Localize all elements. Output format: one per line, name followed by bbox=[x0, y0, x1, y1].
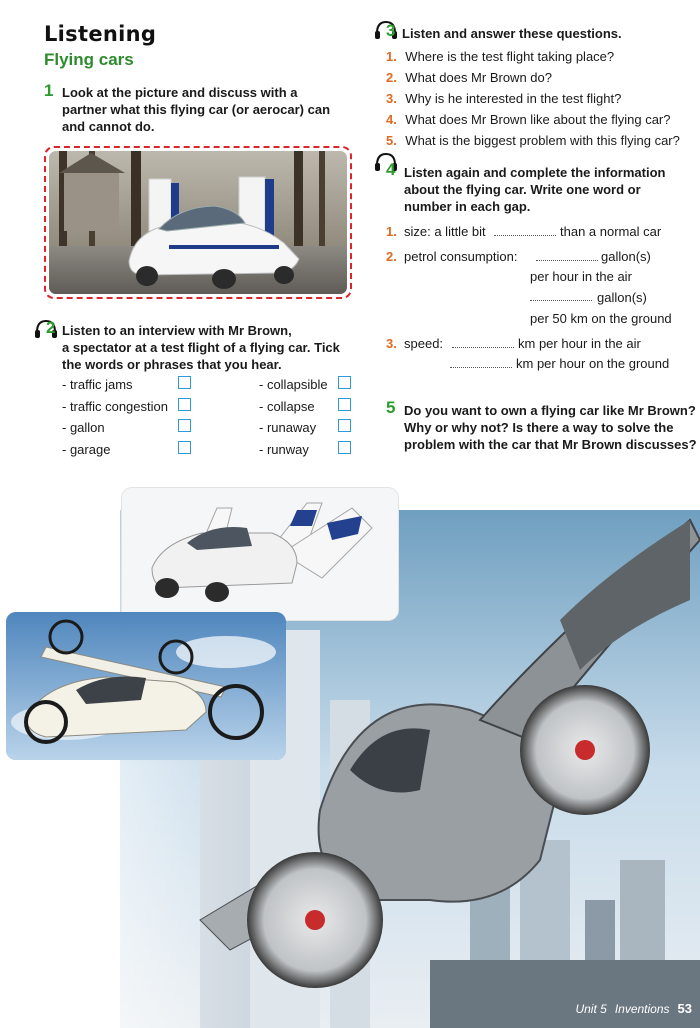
word-runway: - runway bbox=[259, 442, 309, 457]
petrol-ground-gap-input[interactable] bbox=[530, 290, 592, 301]
tick-box-garage[interactable] bbox=[178, 441, 191, 454]
item-2-number: 2. bbox=[386, 249, 397, 264]
instruction-line: Look at the picture and discuss with a bbox=[62, 85, 298, 100]
instruction-line: about the flying car. Write one word or bbox=[404, 182, 641, 197]
question-5: 5. What is the biggest problem with this flying car? bbox=[386, 133, 680, 148]
instruction-line: the words or phrases that you hear. bbox=[62, 357, 282, 372]
size-gap-input[interactable] bbox=[494, 225, 556, 236]
tick-box-collapsible[interactable] bbox=[338, 376, 351, 389]
footer-section: Inventions bbox=[614, 1001, 670, 1016]
tick-box-traffic-jams[interactable] bbox=[178, 376, 191, 389]
gallons-unit-1: gallon(s) bbox=[601, 249, 651, 264]
exercise-3-questions bbox=[386, 48, 696, 153]
question-3: 3. Why is he interested in the test flight? bbox=[386, 91, 622, 106]
speed-label: speed: bbox=[404, 336, 444, 351]
exercise-1-number: 1 bbox=[44, 81, 54, 100]
km-ground-text: km per hour on the ground bbox=[516, 356, 670, 371]
word-garage: - garage bbox=[62, 442, 111, 457]
page-footer bbox=[575, 1001, 692, 1016]
tick-box-runaway[interactable] bbox=[338, 419, 351, 432]
instruction-line: number in each gap. bbox=[404, 199, 531, 214]
exercise-1-instruction bbox=[62, 84, 362, 135]
instruction-line: Why or why not? Is there a way to solve the bbox=[404, 420, 674, 435]
word-gallon: - gallon bbox=[62, 420, 105, 435]
section-subtitle: Flying cars bbox=[44, 50, 134, 69]
question-2: 2. What does Mr Brown do? bbox=[386, 70, 552, 85]
gallons-unit-2: gallon(s) bbox=[597, 290, 647, 305]
km-air-text: km per hour in the air bbox=[518, 336, 641, 351]
flying-car-sky-photo bbox=[6, 612, 286, 760]
exercise-3-instruction: Listen and answer these questions. bbox=[402, 26, 622, 41]
section-title: Listening bbox=[44, 22, 157, 46]
exercise-2-instruction bbox=[62, 322, 362, 373]
question-1: 1. Where is the test flight taking place? bbox=[386, 49, 615, 64]
speed-air-gap-input[interactable] bbox=[452, 337, 514, 348]
word-traffic-jams: - traffic jams bbox=[62, 377, 133, 392]
instruction-line: problem with the car that Mr Brown discusses? bbox=[404, 437, 697, 452]
speed-ground-gap-input[interactable] bbox=[450, 357, 512, 368]
size-after-text: than a normal car bbox=[560, 224, 662, 239]
word-collapsible: - collapsible bbox=[259, 377, 328, 392]
instruction-line: a spectator at a test flight of a flying car. Tick bbox=[62, 340, 340, 355]
word-collapse: - collapse bbox=[259, 399, 315, 414]
tick-box-runway[interactable] bbox=[338, 441, 351, 454]
tick-box-gallon[interactable] bbox=[178, 419, 191, 432]
tick-box-collapse[interactable] bbox=[338, 398, 351, 411]
size-label: size: a little bit bbox=[404, 224, 486, 239]
word-traffic-congestion: - traffic congestion bbox=[62, 399, 168, 414]
item-3-number: 3. bbox=[386, 336, 397, 351]
petrol-air-gap-input[interactable] bbox=[536, 250, 598, 261]
instruction-line: partner what this flying car (or aerocar) can bbox=[62, 102, 331, 117]
exercise-4-instruction bbox=[404, 164, 700, 215]
exercise-3-number: 3 bbox=[386, 21, 396, 40]
aerocar-photo bbox=[49, 151, 347, 294]
instruction-line: Listen to an interview with Mr Brown, bbox=[62, 323, 292, 338]
petrol-label: petrol consumption: bbox=[404, 249, 518, 264]
instruction-line: Do you want to own a flying car like Mr Brown? bbox=[404, 403, 696, 418]
page-number: 53 bbox=[677, 1001, 692, 1016]
per-50km-text: per 50 km on the ground bbox=[530, 311, 672, 326]
instruction-line: Listen again and complete the information bbox=[404, 165, 666, 180]
item-1-number: 1. bbox=[386, 224, 397, 239]
tick-box-traffic-congestion[interactable] bbox=[178, 398, 191, 411]
exercise-5-instruction bbox=[404, 402, 700, 453]
exercise-2-number: 2 bbox=[46, 318, 56, 337]
instruction-line: and cannot do. bbox=[62, 119, 155, 134]
footer-unit: Unit 5 bbox=[575, 1001, 607, 1016]
exercise-5-number: 5 bbox=[386, 398, 396, 417]
question-4: 4. What does Mr Brown like about the flying car? bbox=[386, 112, 671, 127]
exercise-4-number: 4 bbox=[386, 160, 396, 179]
aerocar-photo-frame bbox=[44, 146, 352, 299]
aerocar-wings-photo bbox=[122, 488, 398, 620]
per-hour-air-text: per hour in the air bbox=[530, 269, 632, 284]
word-runaway: - runaway bbox=[259, 420, 317, 435]
